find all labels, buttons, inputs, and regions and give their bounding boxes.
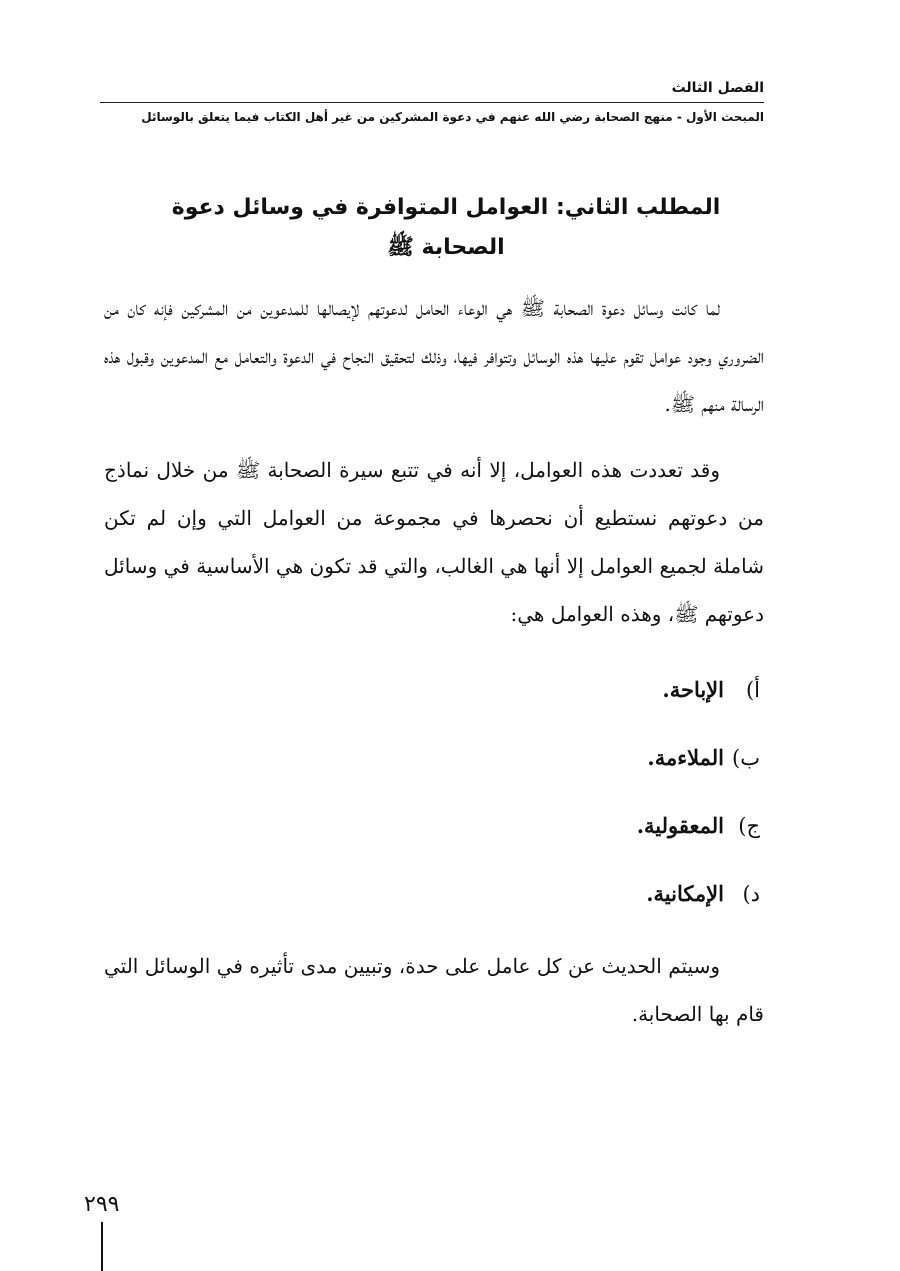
factor-marker: ج) xyxy=(738,814,760,838)
factor-list xyxy=(104,656,764,928)
page-number: ٢٩٩ xyxy=(84,1192,120,1217)
factor-marker: أ) xyxy=(745,678,760,702)
factor-item-permissibility xyxy=(104,656,764,724)
paragraph-factors-intro: وقد تعددت هذه العوامل، إلا أنه في تتبع سيرة الصحابة ﷺ من خلال نماذج من دعوتهم نستطيع أن نحصرها في مجموعة من العوامل التي وإن لم تكن شاملة لجميع العوامل إلا أنها هي الغالب، والتي قد تكون هي الأساسية في وسائل دعوتهم ﷺ، وهذه العوامل هي: xyxy=(104,458,764,626)
header-rule xyxy=(100,102,764,103)
factor-label: الملاءمة. xyxy=(647,745,724,770)
factor-label: المعقولية. xyxy=(636,813,724,838)
margin-rule xyxy=(101,1222,103,1271)
subsection-heading: المطلب الثاني: العوامل المتوافرة في وسائل دعوة الصحابة ﷺ xyxy=(171,195,721,260)
factor-item-reasonableness xyxy=(104,792,764,860)
page-body xyxy=(104,188,764,1056)
chapter-title: الفصل الثالث xyxy=(671,80,764,96)
factor-marker: ب) xyxy=(732,746,760,770)
factor-label: الإباحة. xyxy=(662,677,724,702)
paragraph-closing: وسيتم الحديث عن كل عامل على حدة، وتبيين مدى تأثيره في الوسائل التي قام بها الصحابة. xyxy=(104,954,764,1026)
section-title: المبحث الأول - منهج الصحابة رضي الله عنهم في دعوة المشركين من غير أهل الكتاب فيما يتعلق بالوسائل xyxy=(141,110,764,124)
factor-item-suitability xyxy=(104,724,764,792)
paragraph-intro: لما كانت وسائل دعوة الصحابة ﷺ هي الوعاء الحامل لدعوتهم لإيصالها للمدعوين من المشركين فإنه كان من الضروري وجود عوامل تقوم عليها هذه الوسائل وتتوافر فيها، وذلك لتحقيق النجاح في الدعوة والتعامل مع المدعوين وقبول هذه الرسالة منهم ﷺ. xyxy=(104,296,764,416)
running-head xyxy=(100,78,764,126)
factor-item-feasibility xyxy=(104,860,764,928)
factor-label: الإمكانية. xyxy=(646,881,724,906)
factor-marker: د) xyxy=(742,882,760,906)
